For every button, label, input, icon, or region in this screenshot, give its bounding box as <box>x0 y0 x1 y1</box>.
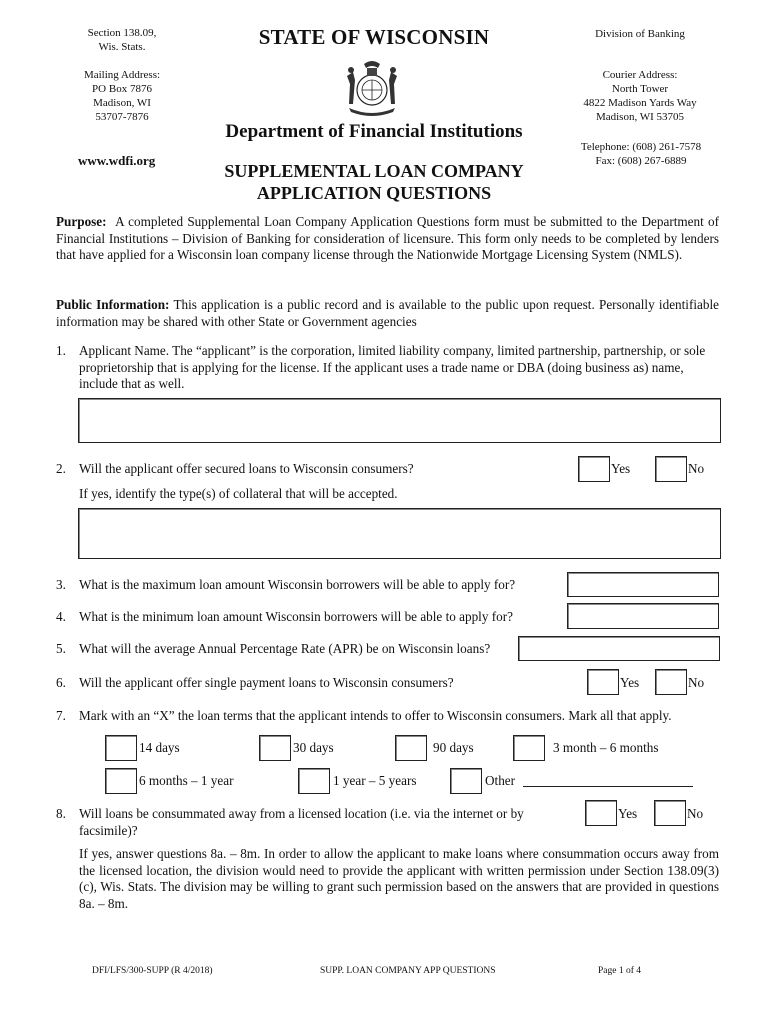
collateral-types-field[interactable] <box>78 508 721 559</box>
courier-address <box>570 68 710 124</box>
q8-number: 8. <box>56 806 66 821</box>
term-other-field[interactable] <box>523 786 693 787</box>
q1-number: 1. <box>56 343 66 358</box>
statute-line: Section 138.09, <box>87 27 157 39</box>
q6-yes-checkbox[interactable] <box>587 669 619 695</box>
q5-text: What will the average Annual Percentage Rate (APR) be on Wisconsin loans? <box>79 641 491 656</box>
mailing-line: PO Box 7876 <box>92 83 152 95</box>
term-90-days-label: 90 days <box>433 740 474 755</box>
form-title-line: APPLICATION QUESTIONS <box>256 183 492 203</box>
term-14-days-checkbox[interactable] <box>105 735 137 761</box>
q2-text: Will the applicant offer secured loans to Wisconsin consumers? <box>79 461 414 476</box>
q5-number: 5. <box>56 641 66 656</box>
q2-yes-checkbox[interactable] <box>578 456 610 482</box>
mailing-line: 53707-7876 <box>95 111 149 123</box>
contact-numbers <box>571 140 711 168</box>
term-6-months-1-year-checkbox[interactable] <box>105 768 137 794</box>
q8-yes-checkbox[interactable] <box>585 800 617 826</box>
q6-no-checkbox[interactable] <box>655 669 687 695</box>
q8-text: Will loans be consummated away from a licensed location (i.e. via the internet or by facsimile)? <box>79 806 524 838</box>
q2-number: 2. <box>56 461 66 476</box>
purpose-label: Purpose: <box>56 214 107 229</box>
term-30-days-label: 30 days <box>293 740 334 755</box>
q7-number: 7. <box>56 708 66 723</box>
q6-no-label: No <box>688 675 705 690</box>
department-title: Department of Financial Institutions <box>225 121 523 142</box>
courier-line: 4822 Madison Yards Way <box>583 97 697 109</box>
public-info-text: This application is a public record and is available to the public upon request. Personally identifiable information may be shared with other State or Government agencies <box>56 297 719 329</box>
public-info-section <box>56 297 719 330</box>
applicant-name-field[interactable] <box>78 398 721 443</box>
q8-no-checkbox[interactable] <box>654 800 686 826</box>
purpose-section <box>56 214 719 264</box>
term-6-months-1-year-label: 6 months – 1 year <box>139 773 234 788</box>
q4-number: 4. <box>56 609 66 624</box>
q2-no-checkbox[interactable] <box>655 456 687 482</box>
term-3-6-months-label: 3 month – 6 months <box>553 740 659 755</box>
term-3-6-months-checkbox[interactable] <box>513 735 545 761</box>
q6-yes-label: Yes <box>620 675 640 690</box>
q8-followup: If yes, answer questions 8a. – 8m. In order to allow the applicant to make loans where consummation occurs away from the licensed location, the division would need to provide the applicant with written permission under Section 138.09(3)(c), Wis. Stats. The division may be willing to grant such permission based on the answers that are provided in questions 8a. – 8m. <box>79 846 719 911</box>
form-name: SUPP. LOAN COMPANY APP QUESTIONS <box>320 966 496 976</box>
fax: Fax: (608) 267-6889 <box>595 155 687 167</box>
purpose-text: A completed Supplemental Loan Company Application Questions form must be submitted to the Department of Financial Institutions – Division of Banking for consideration of licensure. This form only needs to be completed by lenders that have applied for a Wisconsin loan company license through the Nationwide Mortgage Licensing System (NMLS). <box>56 214 720 262</box>
form-title-line: SUPPLEMENTAL LOAN COMPANY <box>224 161 524 181</box>
q3-text: What is the maximum loan amount Wisconsin borrowers will be able to apply for? <box>79 577 516 592</box>
form-id: DFI/LFS/300-SUPP (R 4/2018) <box>92 966 213 976</box>
public-info-label: Public Information: <box>56 297 170 312</box>
q8-yes-label: Yes <box>618 806 638 821</box>
q6-text: Will the applicant offer single payment loans to Wisconsin consumers? <box>79 675 454 690</box>
q2-yes-label: Yes <box>611 461 631 476</box>
statute-reference <box>70 26 174 54</box>
q7-text: Mark with an “X” the loan terms that the applicant intends to offer to Wisconsin consumers. Mark all that apply. <box>79 708 672 723</box>
q6-number: 6. <box>56 675 66 690</box>
term-30-days-checkbox[interactable] <box>259 735 291 761</box>
wisconsin-seal-icon <box>339 54 405 120</box>
state-title: STATE OF WISCONSIN <box>258 25 490 49</box>
mailing-line: Mailing Address: <box>83 69 161 81</box>
q3-number: 3. <box>56 577 66 592</box>
term-90-days-checkbox[interactable] <box>395 735 427 761</box>
term-other-checkbox[interactable] <box>450 768 482 794</box>
mailing-line: Madison, WI <box>93 97 151 109</box>
min-loan-amount-field[interactable] <box>567 603 719 629</box>
term-1-5-years-checkbox[interactable] <box>298 768 330 794</box>
apr-field[interactable] <box>518 636 720 661</box>
term-14-days-label: 14 days <box>139 740 180 755</box>
courier-line: North Tower <box>611 83 669 95</box>
q8-no-label: No <box>687 806 704 821</box>
term-1-5-years-label: 1 year – 5 years <box>333 773 417 788</box>
statute-line: Wis. Stats. <box>98 41 146 53</box>
courier-line: Madison, WI 53705 <box>595 111 685 123</box>
form-title <box>200 160 548 204</box>
courier-line: Courier Address: <box>602 69 678 81</box>
mailing-address <box>68 68 176 124</box>
q2-followup: If yes, identify the type(s) of collateral that will be accepted. <box>79 486 398 501</box>
page-number: Page 1 of 4 <box>598 966 642 976</box>
term-other-label: Other <box>485 773 516 788</box>
q1-text: Applicant Name. The “applicant” is the corporation, limited liability company, limited partnership, partnership, or sole proprietorship that is applying for the license. If the applicant uses a trade name or DBA (doing business as) name, include that as well. <box>79 343 706 391</box>
q2-no-label: No <box>688 461 705 476</box>
max-loan-amount-field[interactable] <box>567 572 719 597</box>
q4-text: What is the minimum loan amount Wisconsin borrowers will be able to apply for? <box>79 609 513 624</box>
website-link[interactable]: www.wdfi.org <box>78 153 156 168</box>
telephone: Telephone: (608) 261-7578 <box>580 141 702 153</box>
division-name: Division of Banking <box>595 28 685 40</box>
